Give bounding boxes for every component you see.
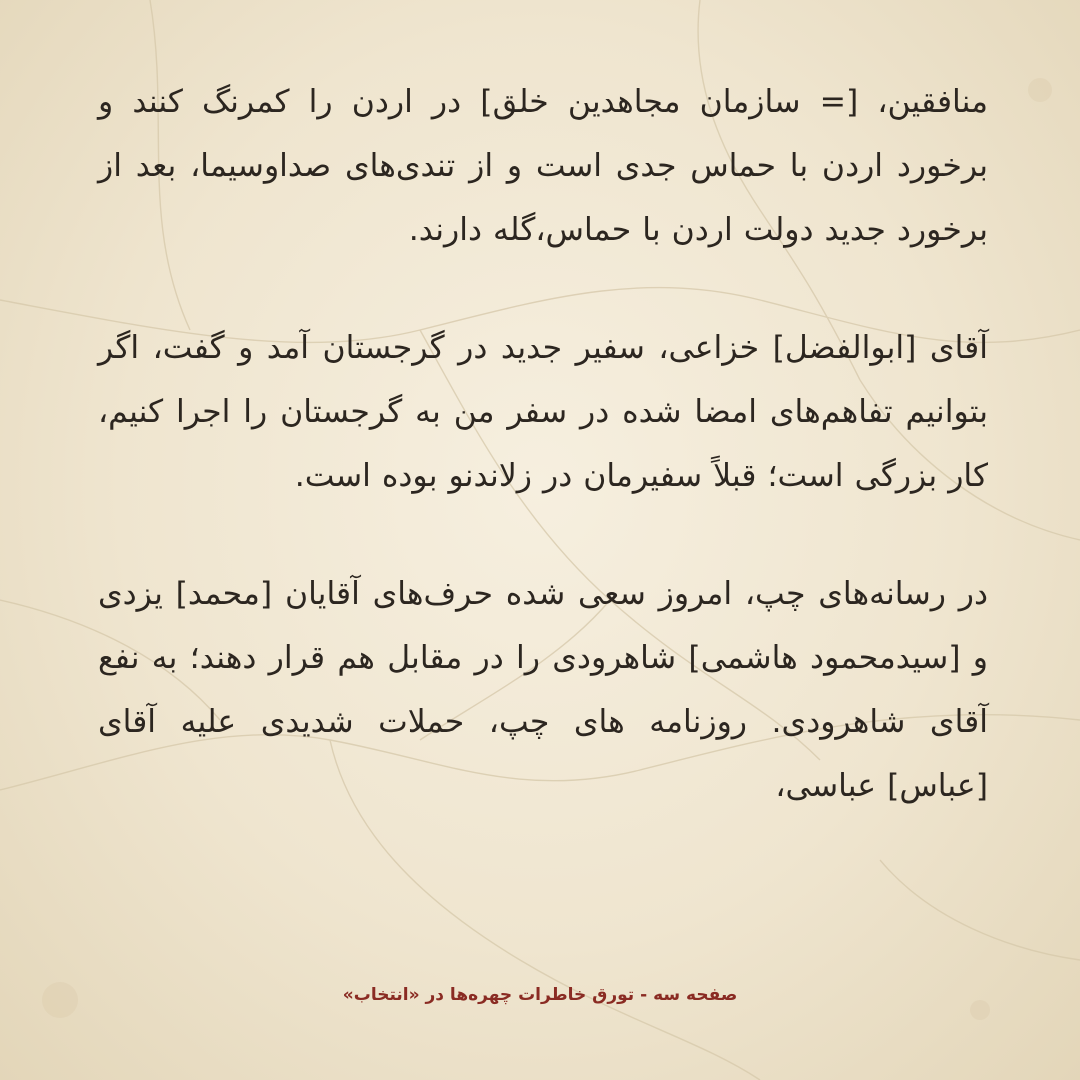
paragraph-3: در رسانه‌های چپ، امروز سعی شده حرف‌های آقایان [محمد] یزدی و [سیدمحمود هاشمی] شاهرودی را در مقابل هم قرار دهند؛ به نفع آقای شاهرودی. روزنامه های چپ، حملات شدیدی علیه آقای [عباس] عباسی،	[98, 576, 988, 804]
page-caption: صفحه سه - تورق خاطرات چهره‌ها در «انتخاب»	[342, 985, 738, 1005]
memoir-text	[98, 70, 988, 818]
paragraph-2: آقای [ابوالفضل] خزاعی، سفیر جدید در گرجستان آمد و گفت، اگر بتوانیم تفاهم‌های امضا شده در سفر من به گرجستان را اجرا کنیم، کار بزرگی است؛ قبلاً سفیرمان در زلاندنو بوده است.	[98, 330, 988, 494]
paragraph-1: منافقین، [= سازمان مجاهدین خلق] در اردن را کمرنگ کنند و برخورد اردن با حماس جدی است و از تندی‌های صداوسیما، بعد از برخورد جدید دولت اردن با حماس،گله دارند.	[98, 84, 988, 248]
